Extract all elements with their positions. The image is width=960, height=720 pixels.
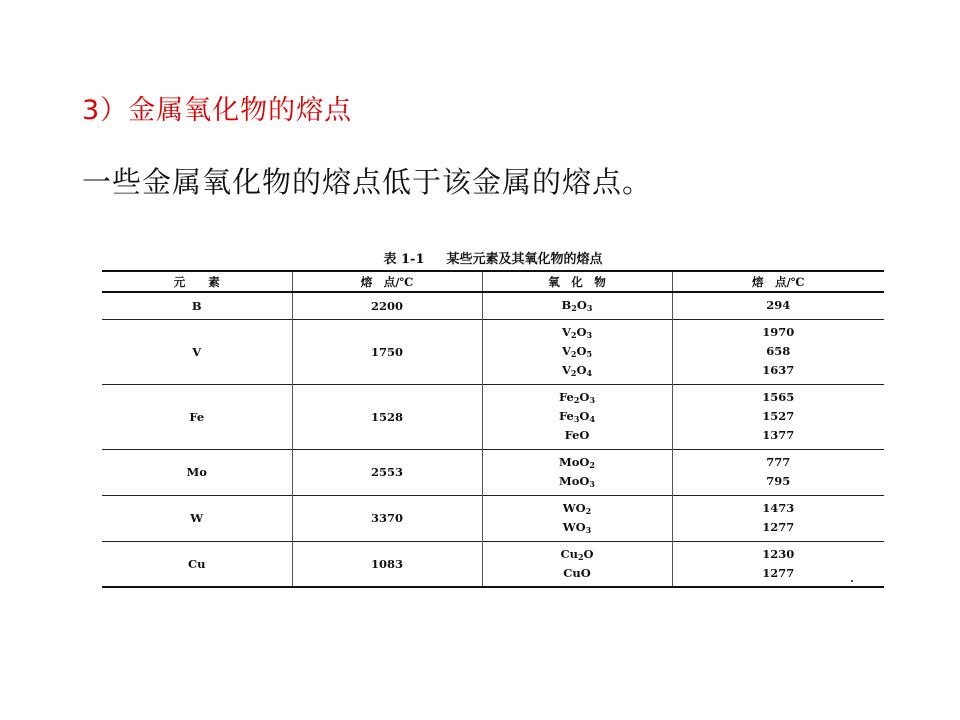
oxide-formula [483,472,672,491]
oxide-melting-point: 1473 [762,501,795,515]
element-cell: V [102,319,292,384]
element-cell: W [102,495,292,541]
table-body [102,292,884,587]
oxide-melting-point: 1637 [762,363,795,377]
table-row [102,292,884,319]
formula-subscript: 3 [586,303,593,314]
element-melting-point-cell: 2200 [292,292,482,319]
oxide-melting-point-cell [672,449,884,495]
formula-subscript: 4 [586,368,593,378]
melting-point-table [102,270,884,588]
oxide-melting-point: 1527 [762,409,795,423]
formula-subscript: 2 [577,551,584,562]
formula-text: O [583,546,594,561]
formula-subscript: 3 [586,330,593,340]
oxide-melting-point: 1970 [762,325,795,339]
element-cell: Mo [102,449,292,495]
oxide-cell [482,384,672,449]
slide-heading: 3）金属氧化物的熔点 [82,95,353,126]
formula-subscript: 3 [585,525,592,535]
oxide-melting-point: 1277 [762,520,795,534]
oxide-melting-point: 1230 [762,546,795,561]
oxide-melting-point-cell [672,495,884,541]
oxide-melting-point: 294 [766,298,791,313]
table-row [102,449,884,495]
formula-text: CuO [563,565,591,580]
oxide-formula [483,296,672,315]
element-cell: B [102,292,292,319]
oxide-cell [482,449,672,495]
formula-text: O [576,344,587,358]
oxide-melting-point-cell [672,319,884,384]
formula-text: O [579,390,590,404]
formula-text: MoO [559,474,590,488]
table-caption [100,248,886,267]
table-row [102,384,884,449]
stray-dot [851,580,853,582]
formula-text: Fe [558,409,574,423]
table-row [102,541,884,587]
formula-text: O [576,363,587,377]
formula-subscript: 5 [586,349,593,359]
oxide-formula [483,388,672,407]
oxide-formula [483,323,672,342]
formula-text: O [579,409,590,423]
formula-subscript: 3 [589,479,595,489]
formula-text: O [576,325,587,339]
formula-text: B [561,298,572,313]
header-element-melting-point: 熔 点/℃ [292,271,482,292]
oxide-formula [483,545,672,564]
element-melting-point-cell: 1750 [292,319,482,384]
formula-subscript: 2 [570,349,577,359]
formula-subscript: 4 [589,414,596,424]
formula-text: V [561,363,571,377]
formula-subscript: 2 [573,395,580,405]
formula-subscript: 2 [571,303,577,314]
formula-subscript: 2 [585,506,592,516]
oxide-melting-point: 1277 [762,565,795,580]
element-melting-point-cell: 3370 [292,495,482,541]
oxide-melting-point-cell [672,292,884,319]
header-element: 元 素 [102,271,292,292]
formula-subscript: 2 [570,330,577,340]
oxide-melting-point: 777 [766,455,791,469]
oxide-cell [482,541,672,587]
oxide-melting-point-cell [672,384,884,449]
oxide-formula [483,361,672,380]
table-row [102,319,884,384]
oxide-formula [483,564,672,583]
formula-text: FeO [564,428,590,442]
formula-subscript: 2 [589,460,595,470]
formula-text: V [561,344,571,358]
element-melting-point-cell: 1528 [292,384,482,449]
oxide-cell [482,495,672,541]
oxide-formula [483,407,672,426]
element-cell: Cu [102,541,292,587]
formula-text: MoO [559,455,590,469]
element-melting-point-cell: 1083 [292,541,482,587]
oxide-melting-point: 658 [766,344,791,358]
formula-text: V [561,325,571,339]
header-oxide-melting-point: 熔 点/℃ [672,271,884,292]
formula-subscript: 3 [573,414,580,424]
oxide-cell [482,292,672,319]
oxide-formula [483,453,672,472]
formula-text: Fe [558,390,574,404]
formula-text: Cu [560,546,578,561]
element-cell: Fe [102,384,292,449]
header-oxide: 氧 化 物 [482,271,672,292]
formula-text: WO [562,520,586,534]
formula-text: O [576,298,587,313]
oxide-melting-point: 795 [766,474,791,488]
slide-intro-text: 一些金属氧化物的熔点低于该金属的熔点。 [82,165,653,199]
table-caption-number: 表 1-1 [383,252,425,267]
oxide-formula [483,426,672,445]
formula-subscript: 2 [570,368,577,378]
formula-subscript: 3 [589,395,596,405]
oxide-formula [483,499,672,518]
formula-text: WO [562,501,586,515]
table-row [102,495,884,541]
element-melting-point-cell: 2553 [292,449,482,495]
oxide-formula [483,342,672,361]
table-header-row [102,271,884,292]
table-caption-title: 某些元素及其氧化物的熔点 [446,252,603,267]
oxide-cell [482,319,672,384]
oxide-melting-point: 1377 [762,428,795,442]
oxide-melting-point: 1565 [762,390,795,404]
oxide-formula [483,518,672,537]
